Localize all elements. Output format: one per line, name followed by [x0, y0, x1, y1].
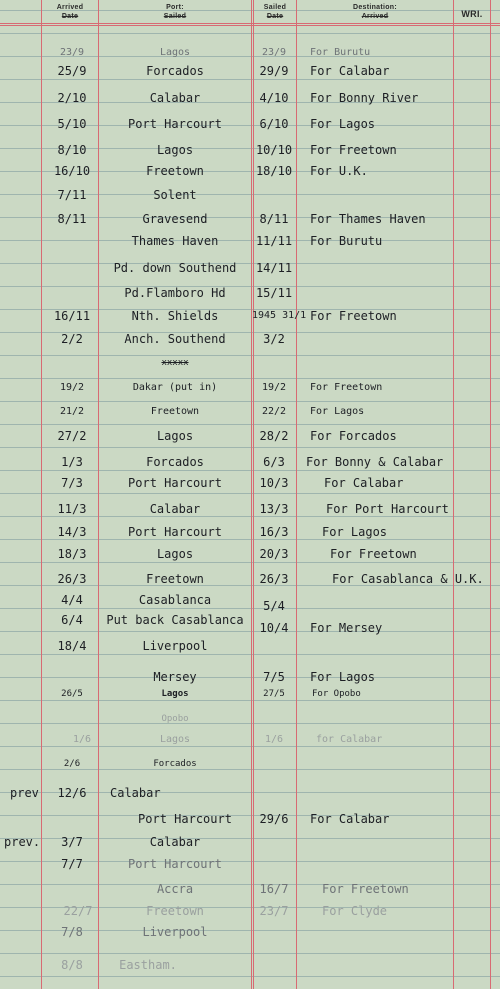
ledger-row: [0, 231, 500, 251]
ledger-row: [0, 114, 500, 134]
port-name: Port Harcourt: [128, 525, 222, 539]
port-name: Forcados: [146, 64, 204, 78]
destination: For Thames Haven: [310, 212, 426, 226]
arrived-date: 1/3: [61, 455, 83, 469]
arrived-date: 7/11: [57, 188, 87, 202]
sailed-date: 1/6: [264, 734, 284, 745]
header-rule: [0, 25, 500, 26]
ledger-row: [0, 43, 500, 63]
port-name: Lagos: [156, 547, 194, 561]
ledger-row: [0, 283, 500, 303]
arrived-date: 14/3: [57, 525, 87, 539]
sailed-date: 6/10: [259, 117, 289, 131]
port-name: Lagos: [159, 734, 191, 745]
destination: For Mersey: [310, 621, 383, 635]
sailed-date: 18/10: [255, 164, 293, 178]
sailed-date: 27/5: [263, 689, 285, 699]
arrived-date: 3/7: [61, 835, 83, 849]
ledger-row: [0, 258, 500, 278]
arrived-date: 8/8: [61, 958, 83, 972]
arrived-date: 26/5: [61, 689, 83, 699]
arrived-header: [42, 3, 98, 21]
sailed-date: 16/3: [259, 525, 289, 539]
ledger-row: [0, 329, 500, 349]
port-name: Lagos: [159, 47, 191, 58]
destination-header: [297, 3, 453, 21]
port-header: [99, 3, 251, 21]
ledger-row: [0, 209, 500, 229]
sailed-date: 10/10: [255, 143, 293, 157]
ledger-row: [0, 854, 500, 874]
destination: For Freetown: [330, 547, 417, 561]
destination: For Port Harcourt: [326, 502, 449, 516]
port-name: Forcados: [146, 455, 204, 469]
ledger-row: [0, 922, 500, 942]
destination: For Freetown: [322, 882, 409, 896]
arrived-date: 23/9: [59, 47, 85, 58]
sailed-date: 16/7: [259, 882, 289, 896]
port-name: Put back Casablanca: [106, 613, 244, 627]
sailed-date: 8/11: [259, 212, 289, 226]
arrived-date: 6/4: [61, 613, 83, 627]
ledger-row: [0, 569, 500, 589]
port-name: Nth. Shields: [131, 309, 219, 323]
port-name: Calabar: [149, 835, 201, 849]
port-name: Liverpool: [142, 925, 208, 939]
port-sub-label: Sailed: [163, 13, 187, 20]
arrived-date-label: Date: [61, 13, 79, 20]
port-name: Freetown: [146, 572, 204, 586]
sailed-date: 14/11: [255, 261, 293, 275]
arrived-date: 18/3: [57, 547, 87, 561]
destination: For Calabar: [324, 476, 404, 490]
sailed-header: [254, 3, 296, 21]
ledger-row: [0, 879, 500, 899]
port-name: Thames Haven: [131, 234, 219, 248]
destination: For Bonny & Calabar: [306, 455, 444, 469]
arrived-date: 2/6: [63, 759, 81, 769]
ledger-row: [0, 353, 500, 373]
ledger-row: [0, 610, 500, 635]
arrived-date: 16/11: [53, 309, 91, 323]
arrived-date: 11/3: [57, 502, 87, 516]
ledger-row: [0, 306, 500, 326]
ledger-row: [0, 709, 500, 729]
ledger-row: [0, 901, 500, 921]
port-name: Lagos: [156, 143, 194, 157]
port-name: Calabar: [149, 91, 201, 105]
destination: For Forcados: [310, 429, 397, 443]
destination: For Lagos: [322, 525, 388, 539]
prev-note: prev: [10, 786, 39, 800]
destination: For Lagos: [310, 117, 376, 131]
sailed-date: 23/7: [259, 904, 289, 918]
port-name: xxxxx: [161, 358, 189, 368]
arrived-date: 2/2: [61, 332, 83, 346]
sailed-date: 10/3: [259, 476, 289, 490]
destination: For Clyde: [322, 904, 388, 918]
arrived-date: 27/2: [57, 429, 87, 443]
sailed-date: 19/2: [261, 382, 287, 393]
port-name: Calabar: [110, 786, 161, 800]
header-rule: [0, 23, 500, 24]
arrived-date: 18/4: [57, 639, 87, 653]
sailed-date: 11/11: [255, 234, 293, 248]
port-name: Forcados: [153, 759, 197, 769]
ledger-row: [0, 61, 500, 81]
port-name: Casablanca: [138, 593, 212, 607]
ledger-row: [0, 636, 500, 656]
ledger-row: [0, 544, 500, 564]
sailed-date: 20/3: [259, 547, 289, 561]
ledger-row: [0, 88, 500, 108]
arrived-date: 8/11: [57, 212, 87, 226]
sailed-date-label: Date: [266, 13, 284, 20]
arrived-date: 7/3: [61, 476, 83, 490]
ledger-row: [0, 402, 500, 422]
port-name: Mersey: [153, 670, 197, 684]
port-name: Gravesend: [142, 212, 208, 226]
destination: For Lagos: [310, 406, 365, 417]
destination: For Freetown: [310, 382, 383, 393]
destination: for Calabar: [316, 734, 383, 745]
sailed-date: 3/2: [263, 332, 285, 346]
ledger-row: [0, 783, 500, 803]
sailed-date: 7/5: [263, 670, 285, 684]
sailed-date: 5/4: [263, 599, 285, 613]
arrived-date: 22/7: [63, 904, 93, 918]
ledger-row: [0, 754, 500, 774]
ledger-row: [0, 378, 500, 398]
port-name: Opobo: [161, 714, 189, 724]
port-name: Eastham.: [119, 958, 177, 972]
destination: For Freetown: [310, 309, 397, 323]
destination: For Lagos: [310, 670, 376, 684]
sailed-date: 1945 31/1: [252, 310, 307, 321]
ledger-row: [0, 140, 500, 160]
arrived-date: 12/6: [57, 786, 87, 800]
arrived-date: 1/6: [72, 734, 92, 745]
sailed-date: 23/9: [261, 47, 287, 58]
port-name: Freetown: [146, 904, 204, 918]
arrived-date: 8/10: [57, 143, 87, 157]
sailed-date: 28/2: [259, 429, 289, 443]
port-header-label: Port:: [166, 4, 184, 11]
arrived-date: 25/9: [57, 64, 87, 78]
destination-header-label: Destination:: [352, 4, 398, 11]
sailed-date: 15/11: [255, 286, 293, 300]
port-name: Pd. down Southend: [113, 261, 237, 275]
arrived-date: 2/10: [57, 91, 87, 105]
port-name: Freetown: [150, 406, 200, 417]
port-name: Calabar: [149, 502, 201, 516]
prev-note: prev.: [4, 835, 41, 849]
port-name: Solent: [153, 188, 197, 202]
ledger-row: [0, 452, 500, 472]
port-name: Port Harcourt: [128, 857, 222, 871]
sailed-header-label: Sailed: [263, 4, 287, 11]
arrived-date: 21/2: [59, 406, 85, 417]
arrived-date: 5/10: [57, 117, 87, 131]
ledger-row: [0, 590, 500, 613]
sailed-date: 10/4: [259, 621, 289, 635]
arrived-date: 26/3: [57, 572, 87, 586]
wri-header: [454, 10, 490, 19]
ledger-row: [0, 161, 500, 181]
ledger-row: [0, 809, 500, 829]
sailed-date: 26/3: [259, 572, 289, 586]
sailed-date: 29/9: [259, 64, 289, 78]
ledger-row: [0, 499, 500, 519]
destination-sub-label: Arrived: [361, 13, 389, 20]
sailed-date: 22/2: [261, 406, 287, 417]
destination: For Burutu: [310, 47, 371, 58]
wri-header-label: WRI.: [461, 9, 483, 19]
ledger-row: [0, 426, 500, 446]
port-name: Port Harcourt: [128, 476, 222, 490]
port-name: Port Harcourt: [128, 117, 222, 131]
arrived-date: 16/10: [53, 164, 91, 178]
destination: For Freetown: [310, 143, 397, 157]
port-name: Liverpool: [142, 639, 208, 653]
port-name: Pd.Flamboro Hd: [124, 286, 226, 300]
arrived-date: 7/7: [61, 857, 83, 871]
port-name: Lagos: [156, 429, 194, 443]
port-name: Accra: [156, 882, 194, 896]
ledger-row: [0, 684, 500, 704]
port-name: Dakar (put in): [132, 382, 218, 393]
arrived-header-label: Arrived: [56, 4, 84, 11]
destination: For Bonny River: [310, 91, 419, 105]
arrived-date: 7/8: [61, 925, 83, 939]
destination: For Opobo: [312, 689, 361, 699]
port-name: Anch. Southend: [124, 332, 226, 346]
sailed-date: 4/10: [259, 91, 289, 105]
destination: For Calabar: [310, 64, 390, 78]
sailed-date: 13/3: [259, 502, 289, 516]
ledger-row: [0, 473, 500, 493]
ledger-row: [0, 185, 500, 205]
ledger-row: [0, 955, 500, 975]
destination: For Calabar: [310, 812, 390, 826]
ledger-row: [0, 522, 500, 542]
destination: For Burutu: [310, 234, 383, 248]
port-name: Lagos: [161, 689, 189, 699]
arrived-date: 19/2: [59, 382, 85, 393]
sailed-date: 29/6: [259, 812, 289, 826]
ledger-row: [0, 832, 500, 852]
sailed-date: 6/3: [263, 455, 285, 469]
port-name: Freetown: [146, 164, 204, 178]
arrived-date: 4/4: [61, 593, 83, 607]
destination: For Casablanca & U.K.: [332, 572, 484, 586]
destination: For U.K.: [310, 164, 368, 178]
port-name: Port Harcourt: [138, 812, 232, 826]
ledger-row: [0, 730, 500, 750]
